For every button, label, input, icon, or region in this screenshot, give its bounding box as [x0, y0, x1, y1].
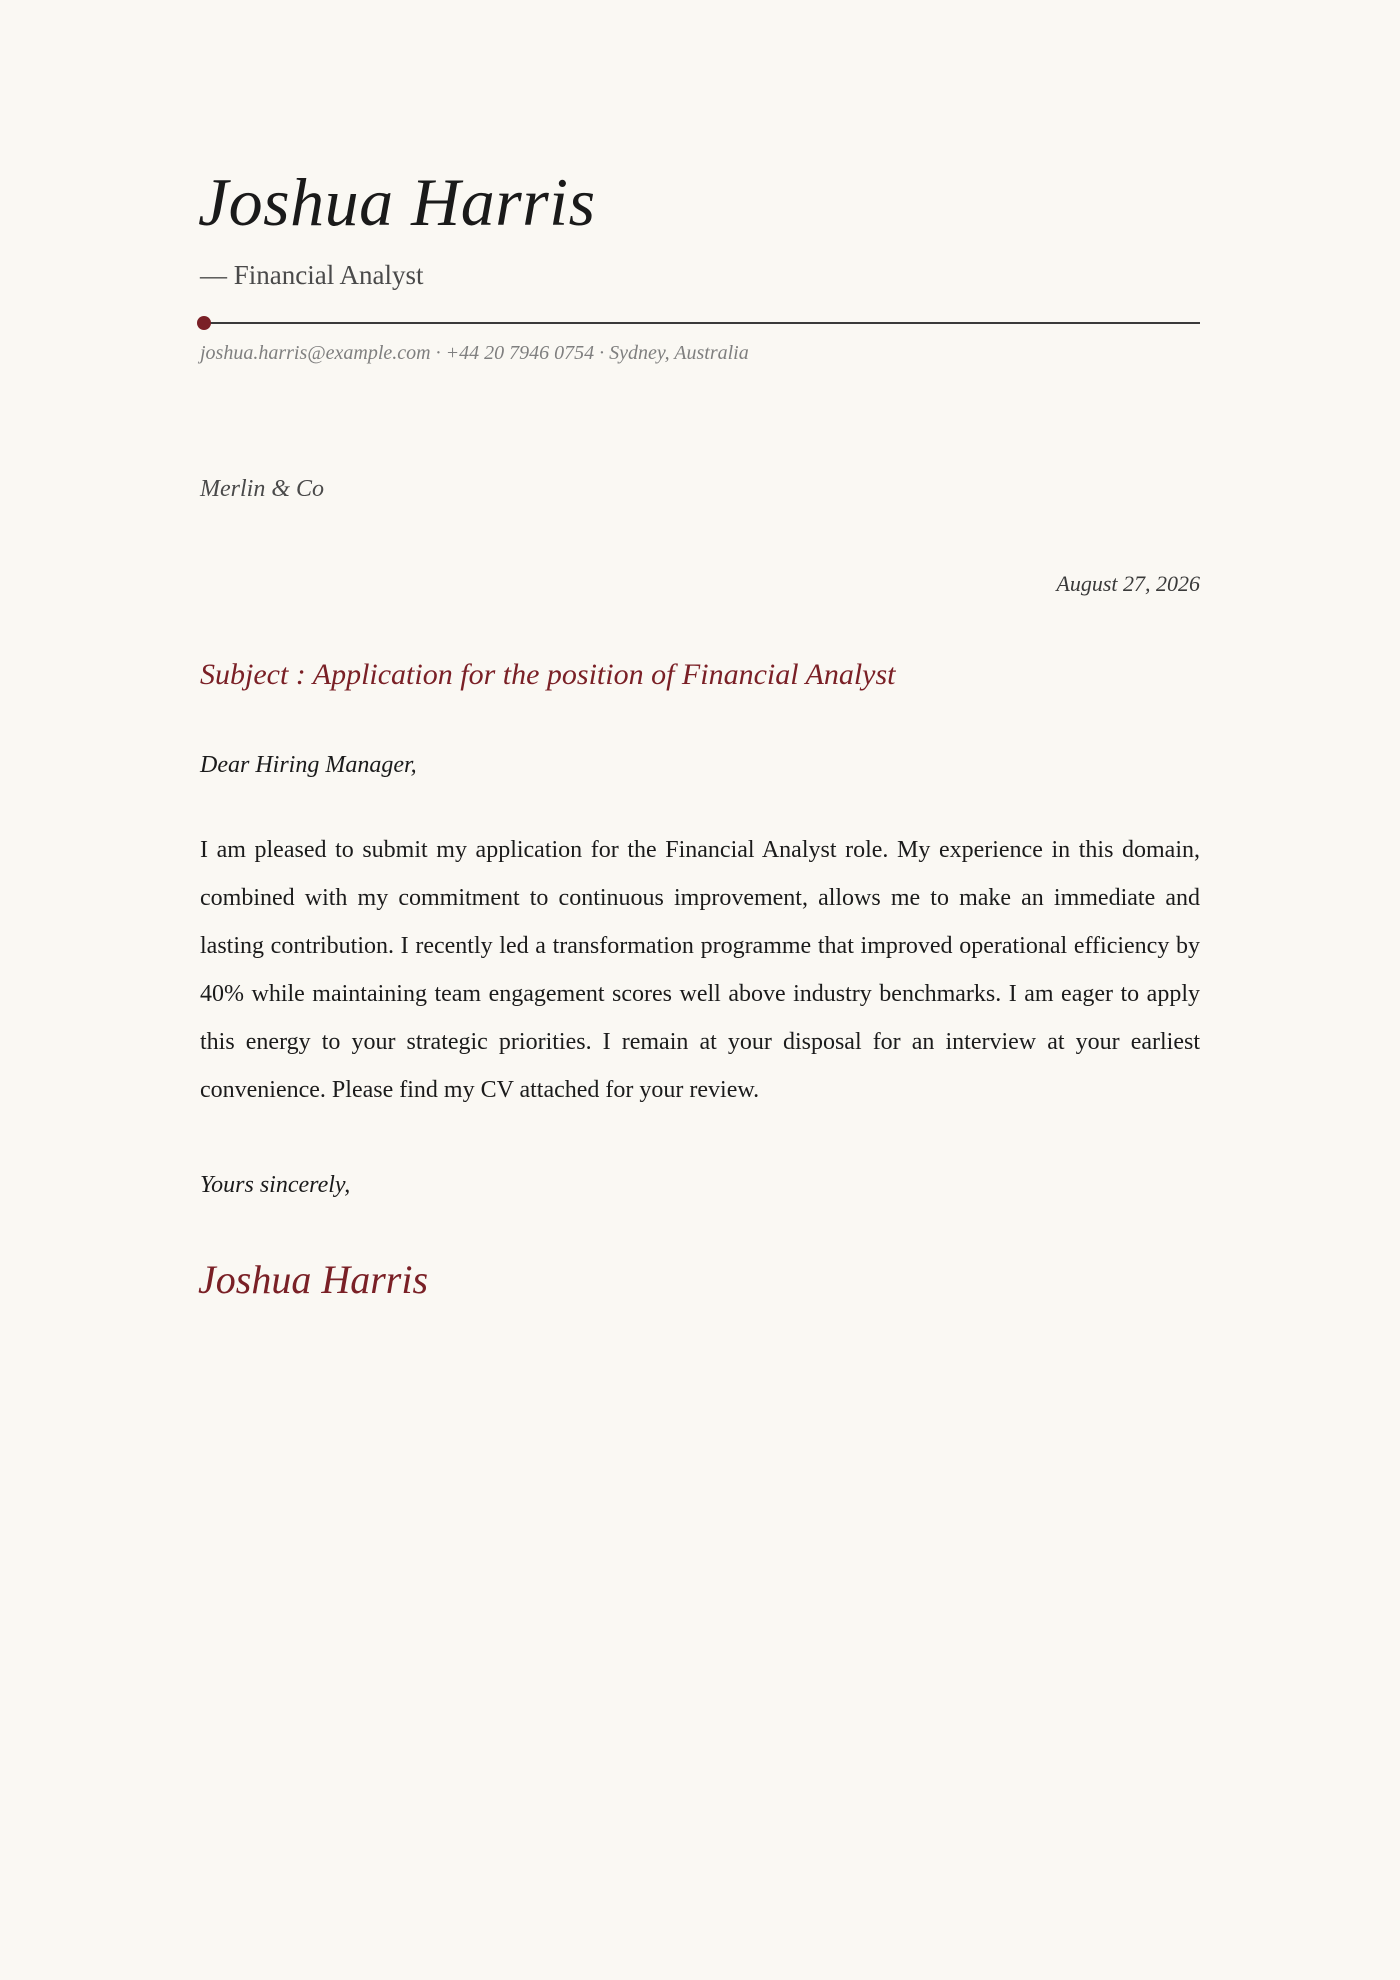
letter-subject: Subject : Application for the position of Financial Analyst: [200, 658, 896, 691]
closing: Yours sincerely,: [200, 1172, 351, 1198]
contact-line: joshua.harris@example.com · +44 20 7946 0754 · Sydney, Australia: [200, 342, 749, 364]
signature: Joshua Harris: [198, 1257, 429, 1302]
divider-dot-icon: [197, 316, 211, 330]
letter-body: I am pleased to submit my application for the Financial Analyst role. My experience in this domain, combined with my commitment to continuous improvement, allows me to make an immediate and lasting contribution. I recently led a transformation programme that improved operational efficiency by 40% while maintaining team engagement scores well above industry benchmarks. I am eager to apply this energy to your strategic priorities. I remain at your disposal for an interview at your earliest convenience. Please find my CV attached for your review.: [200, 837, 1200, 1103]
letter-date: August 27, 2026: [1056, 571, 1200, 596]
recipient-company: Merlin & Co: [200, 476, 324, 502]
sender-name: Joshua Harris: [198, 164, 596, 240]
salutation: Dear Hiring Manager,: [200, 752, 417, 778]
letter-page: [200, 0, 1200, 1980]
sender-role: — Financial Analyst: [200, 260, 424, 290]
header-divider: [202, 322, 1200, 324]
